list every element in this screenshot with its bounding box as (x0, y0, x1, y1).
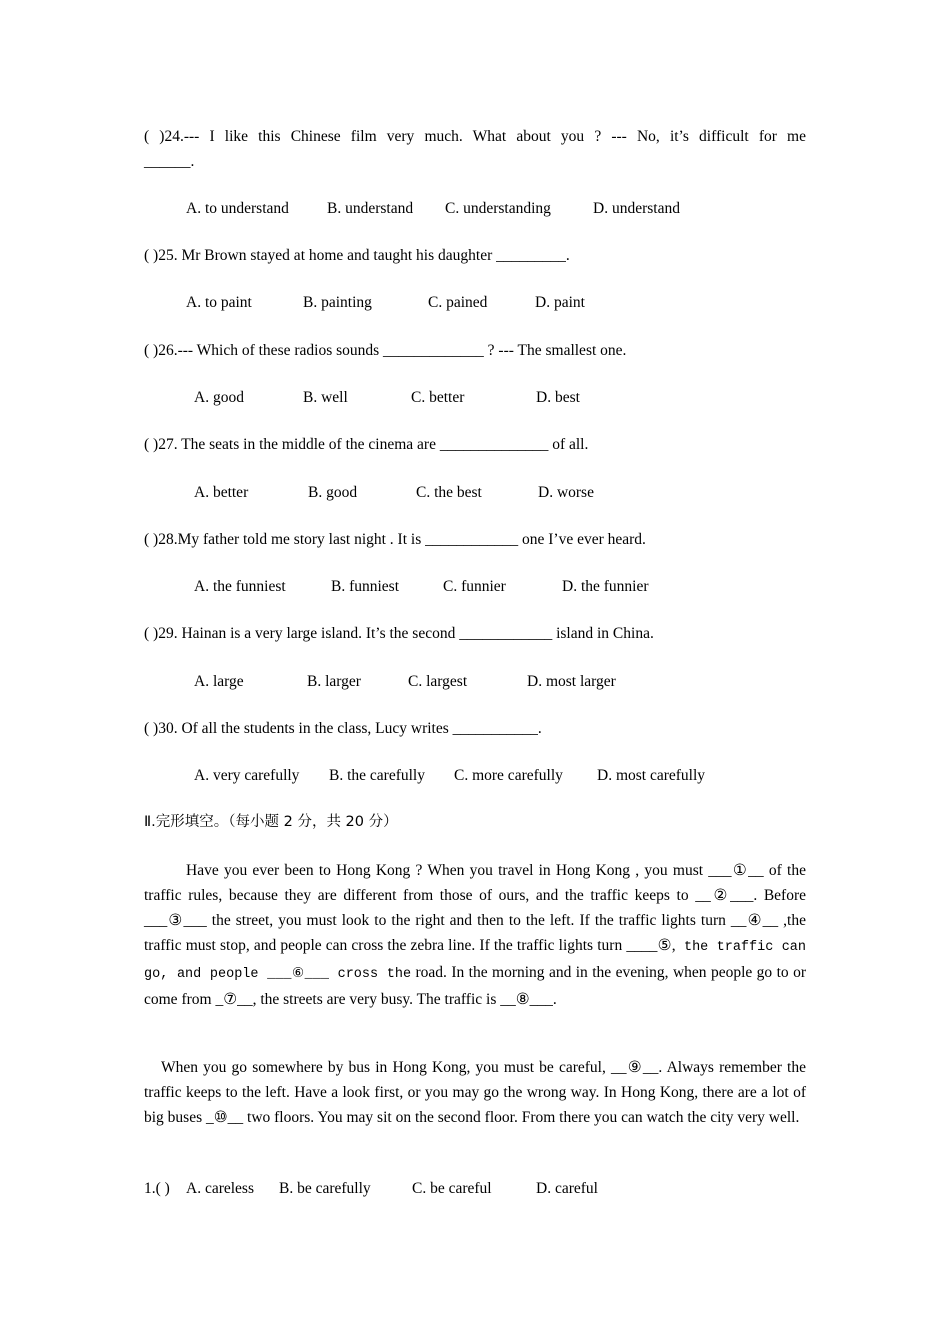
question-27-stem: ( )27. The seats in the middle of the cinema are ______________ of all. (144, 436, 589, 453)
question-24 (144, 124, 806, 149)
question-25-option-a[interactable]: A. to paint (186, 294, 252, 311)
question-29-option-b[interactable]: B. larger (307, 673, 361, 690)
question-28-option-a[interactable]: A. the funniest (194, 578, 286, 595)
question-29-option-d[interactable]: D. most larger (527, 673, 616, 690)
question-30-option-c[interactable]: C. more carefully (454, 767, 563, 784)
section-2-heading: Ⅱ.完形填空。（每小题 2 分，共 20 分） (144, 814, 398, 830)
question-27-option-a[interactable]: A. better (194, 484, 249, 501)
question-24-stem-line2: ______. (144, 153, 195, 170)
question-24-stem-line1: ( )24.--- I like this Chinese film very much. What about you ? --- No, it’s difficult for me (144, 128, 806, 145)
question-28-option-d[interactable]: D. the funnier (562, 578, 649, 595)
question-29-option-a[interactable]: A. large (194, 673, 244, 690)
question-25-stem: ( )25. Mr Brown stayed at home and taught his daughter _________. (144, 247, 570, 264)
question-26-option-d[interactable]: D. best (536, 389, 580, 406)
cloze-paragraph-2: When you go somewhere by bus in Hong Kong, you must be careful, __⑨__. Always remember the traffic keeps to the left. Have a look first, or you may go the wrong way. In Hong Kong, there are a lot of big buses _⑩__ two floors. You may sit on the second floor. From there you can watch the city very well. (144, 1059, 806, 1126)
question-28-stem: ( )28.My father told me story last night . It is ____________ one I’ve ever heard. (144, 531, 646, 548)
question-30-option-a[interactable]: A. very carefully (194, 767, 300, 784)
question-26-option-c[interactable]: C. better (411, 389, 465, 406)
cloze-paragraph-1-text-a: Have you ever been to Hong Kong ? When you travel in Hong Kong , you must ___①__ of the traffic rules, because they are different from those of ours, and the traffic keeps to __②___. Before ___③___ the street, you must look to the right and then to the left. If the traffic lights turn __④__ ,the traffic must stop, and people can cross the zebra line. If the traffic lights turn ____⑤, (144, 862, 806, 954)
question-29-stem: ( )29. Hainan is a very large island. It’s the second ____________ island in China. (144, 625, 654, 642)
question-24-option-c[interactable]: C. understanding (445, 200, 551, 217)
cloze-question-1-option-d[interactable]: D. careful (536, 1180, 598, 1197)
question-26-option-a[interactable]: A. good (194, 389, 244, 406)
question-24-option-a[interactable]: A. to understand (186, 200, 289, 217)
cloze-paragraph-1 (144, 858, 806, 1012)
question-26-option-b[interactable]: B. well (303, 389, 348, 406)
question-25-option-b[interactable]: B. painting (303, 294, 372, 311)
cloze-question-1-option-b[interactable]: B. be carefully (279, 1180, 371, 1197)
cloze-question-1-option-a[interactable]: A. careless (186, 1180, 254, 1197)
question-27-option-d[interactable]: D. worse (538, 484, 594, 501)
question-28-option-c[interactable]: C. funnier (443, 578, 506, 595)
question-25-option-d[interactable]: D. paint (535, 294, 585, 311)
cloze-paragraph-1-text-b: road. In the morning and in the evening, when people go to or come from _⑦__, the streets are very busy. The traffic is __⑧___. (144, 964, 806, 1008)
cloze-question-1-option-c[interactable]: C. be careful (412, 1180, 492, 1197)
cloze-question-1-prefix: 1.( ) (144, 1180, 170, 1197)
question-30-option-d[interactable]: D. most carefully (597, 767, 706, 784)
cloze-paragraph-1-mono-text: the traffic can go, and people ___⑥___ cross the (144, 940, 806, 982)
question-24-option-d[interactable]: D. understand (593, 200, 680, 217)
question-28-option-b[interactable]: B. funniest (331, 578, 400, 595)
question-24-option-b[interactable]: B. understand (327, 200, 414, 217)
question-29-option-c[interactable]: C. largest (408, 673, 468, 690)
question-30-option-b[interactable]: B. the carefully (329, 767, 425, 784)
question-27-option-b[interactable]: B. good (308, 484, 358, 501)
question-30-stem: ( )30. Of all the students in the class, Lucy writes ___________. (144, 720, 542, 737)
question-25-option-c[interactable]: C. pained (428, 294, 488, 311)
question-27-option-c[interactable]: C. the best (416, 484, 482, 501)
question-26-stem: ( )26.--- Which of these radios sounds _____________ ? --- The smallest one. (144, 342, 627, 359)
